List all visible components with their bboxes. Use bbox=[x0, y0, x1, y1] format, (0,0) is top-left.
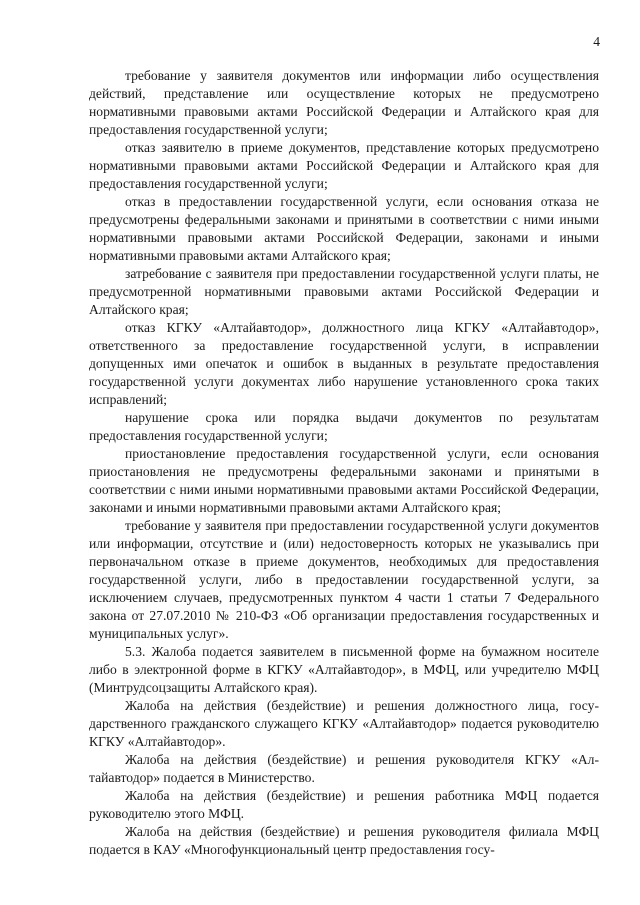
paragraph: Жалоба на действия (бездействие) и решения должностного лица, государственного гражданского служащего КГКУ «Алтайавтодор» подается руководителю КГКУ «Алтайавтодор». bbox=[89, 698, 599, 749]
paragraph: приостановление предоставления государственной услуги, если основания приостановления не предусмотрены федеральными законами и принятыми в соответствии с ними иными нормативными правовыми актами Российской Федерации, законами и иными нормативными правовыми актами Алтайского края; bbox=[89, 446, 599, 515]
paragraph: отказ КГКУ «Алтайавтодор», должностного лица КГКУ «Алтайавтодор», ответственного за предоставление государственной услуги, в исправлении допущенных ими опечаток и ошибок в выданных в результате предоставления государственной услуги документах либо нарушение установленного срока таких исправлений; bbox=[89, 320, 599, 407]
paragraph: отказ заявителю в приеме документов, представление которых предусмотрено нормативными правовыми актами Российской Федерации и Алтайского края для предоставления государственной услуги; bbox=[89, 140, 599, 191]
paragraph: Жалоба на действия (бездействие) и решения работника МФЦ подается руководителю этого МФЦ. bbox=[89, 788, 599, 821]
paragraph: 5.3. Жалоба подается заявителем в письменной форме на бумажном носителе либо в электронной форме в КГКУ «Алтайавтодор», в МФЦ, или учредителю МФЦ (Минтрудсоцзащиты Алтайского края). bbox=[89, 644, 599, 695]
paragraph: требование у заявителя при предоставлении государственной услуги документов или информации, отсутствие и (или) недостоверность которых не указывались при первоначальном отказе в приеме документов, необходимых для предоставления государственной услуги, либо в предоставлении государственной услуги, за исключением случаев, предусмотренных пунктом 4 части 1 статьи 7 Федерального закона от 27.07.2010 № 210-ФЗ «Об организации предоставления государственных и муниципальных услуг». bbox=[89, 518, 599, 641]
body-text bbox=[89, 67, 599, 859]
paragraph: отказ в предоставлении государственной услуги, если основания отказа не предусмотрены федеральными законами и принятыми в соответствии с ними иными нормативными правовыми актами Российской Федерации, законами и иными нормативными правовыми актами Алтайского края; bbox=[89, 194, 599, 263]
paragraph: Жалоба на действия (бездействие) и решения руководителя филиала МФЦ подается в КАУ «Многофункциональный центр предоставления госу- bbox=[89, 824, 599, 857]
page-number: 4 bbox=[593, 34, 600, 49]
paragraph: затребование с заявителя при предоставлении государственной услуги платы, не предусмотренной нормативными правовыми актами Российской Федерации и Алтайского края; bbox=[89, 266, 599, 317]
paragraph: требование у заявителя документов или информации либо осуществления действий, представление или осуществление которых не предусмотрено нормативными правовыми актами Российской Федерации и Алтайского края для предоставления государственной услуги; bbox=[89, 68, 599, 137]
paragraph: Жалоба на действия (бездействие) и решения руководителя КГКУ «Алтайавтодор» подается в Министерство. bbox=[89, 752, 599, 785]
paragraph: нарушение срока или порядка выдачи документов по результатам предоставления государственной услуги; bbox=[89, 410, 599, 443]
